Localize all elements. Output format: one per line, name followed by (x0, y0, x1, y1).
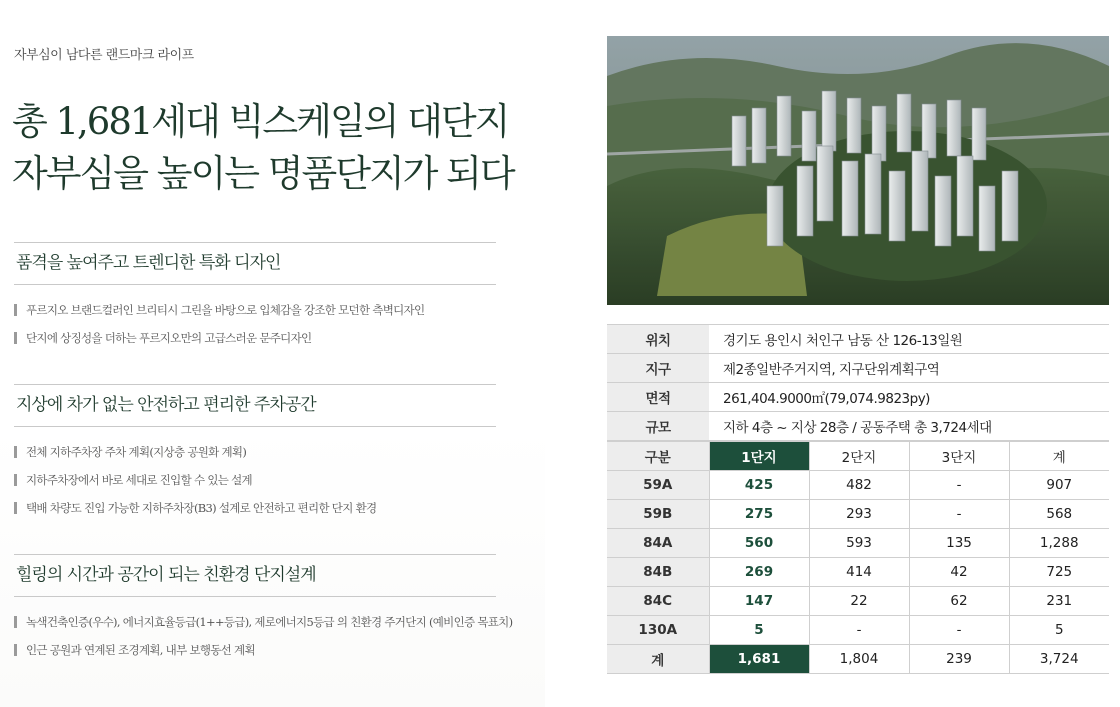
column-header: 계 (1009, 442, 1109, 471)
table-cell: 275 (709, 500, 809, 529)
table-cell: 5 (709, 616, 809, 645)
table-row (607, 500, 1109, 529)
bullet-item: 지하주차장에서 바로 세대로 진입할 수 있는 설계 (14, 471, 496, 499)
table-cell: 560 (709, 529, 809, 558)
table-row (607, 412, 1109, 441)
row-label: 위치 (607, 325, 709, 354)
row-label: 지구 (607, 354, 709, 383)
section-title: 지상에 차가 없는 안전하고 편리한 주차공간 (14, 384, 496, 427)
bullet-item: 인근 공원과 연계된 조경계획, 내부 보행동선 계획 (14, 641, 496, 669)
table-row (607, 616, 1109, 645)
table-cell: 42 (909, 558, 1009, 587)
left-panel (0, 0, 545, 707)
table-cell: 414 (809, 558, 909, 587)
table-cell: 22 (809, 587, 909, 616)
column-header: 구분 (607, 442, 709, 471)
table-cell: 593 (809, 529, 909, 558)
row-label: 계 (607, 645, 709, 674)
table-cell: 1,288 (1009, 529, 1109, 558)
table-cell: 293 (809, 500, 909, 529)
bullet-item: 전체 지하주차장 주차 계획(지상층 공원화 계획) (14, 443, 496, 471)
row-label: 면적 (607, 383, 709, 412)
aerial-complex-photo (607, 36, 1109, 305)
bullet-item: 택배 차량도 진입 가능한 지하주차장(B3) 설계로 안전하고 편리한 단지 환경 (14, 499, 496, 527)
row-label: 84C (607, 587, 709, 616)
row-label: 59B (607, 500, 709, 529)
table-row (607, 325, 1109, 354)
column-header: 1단지 (709, 442, 809, 471)
table-cell: - (909, 471, 1009, 500)
table-cell: 1,681 (709, 645, 809, 674)
table-cell: - (909, 500, 1009, 529)
table-cell: - (909, 616, 1009, 645)
site-info-table (607, 324, 1109, 441)
row-label: 84B (607, 558, 709, 587)
table-cell: 62 (909, 587, 1009, 616)
table-cell: 568 (1009, 500, 1109, 529)
row-value: 지하 4층 ~ 지상 28층 / 공동주택 총 3,724세대 (709, 412, 1109, 441)
table-cell: 5 (1009, 616, 1109, 645)
table-cell: 269 (709, 558, 809, 587)
column-header: 2단지 (809, 442, 909, 471)
table-cell: 1,804 (809, 645, 909, 674)
table-cell: 239 (909, 645, 1009, 674)
bullet-item: 단지에 상징성을 더하는 푸르지오만의 고급스러운 문주디자인 (14, 329, 496, 357)
row-value: 경기도 용인시 처인구 남동 산 126-13일원 (709, 325, 1109, 354)
bullet-item: 푸르지오 브랜드컬러인 브리티시 그린을 바탕으로 입체감을 강조한 모던한 측벽디자인 (14, 301, 496, 329)
feature-section-parking (14, 384, 496, 527)
feature-section-eco (14, 554, 513, 669)
table-row (607, 354, 1109, 383)
column-header: 3단지 (909, 442, 1009, 471)
feature-section-design (14, 242, 496, 357)
row-label: 130A (607, 616, 709, 645)
table-total-row (607, 645, 1109, 674)
table-row (607, 471, 1109, 500)
table-cell: 135 (909, 529, 1009, 558)
table-row (607, 587, 1109, 616)
headline-line-2: 자부심을 높이는 명품단지가 되다 (12, 152, 514, 195)
table-row (607, 383, 1109, 412)
bullet-item: 녹색건축인증(우수), 에너지효율등급(1++등급), 제로에너지5등급 의 친환경 주거단지 (예비인증 목표치) (14, 613, 496, 641)
table-cell: 147 (709, 587, 809, 616)
row-value: 261,404.9000㎡(79,074.9823py) (709, 383, 1109, 412)
row-label: 규모 (607, 412, 709, 441)
table-cell: 3,724 (1009, 645, 1109, 674)
headline (12, 96, 514, 200)
eyebrow-text: 자부심이 남다른 랜드마크 라이프 (14, 48, 194, 63)
table-cell: 907 (1009, 471, 1109, 500)
table-cell: 482 (809, 471, 909, 500)
unit-count-table (607, 441, 1109, 674)
table-row (607, 558, 1109, 587)
row-label: 59A (607, 471, 709, 500)
row-value: 제2종일반주거지역, 지구단위계획구역 (709, 354, 1109, 383)
table-cell: 725 (1009, 558, 1109, 587)
table-header-row (607, 442, 1109, 471)
row-label: 84A (607, 529, 709, 558)
section-title: 품격을 높여주고 트렌디한 특화 디자인 (14, 242, 496, 285)
section-title: 힐링의 시간과 공간이 되는 친환경 단지설계 (14, 554, 496, 597)
table-cell: 231 (1009, 587, 1109, 616)
table-row (607, 529, 1109, 558)
table-cell: - (809, 616, 909, 645)
headline-line-1: 총 1,681세대 빅스케일의 대단지 (12, 100, 509, 143)
table-cell: 425 (709, 471, 809, 500)
